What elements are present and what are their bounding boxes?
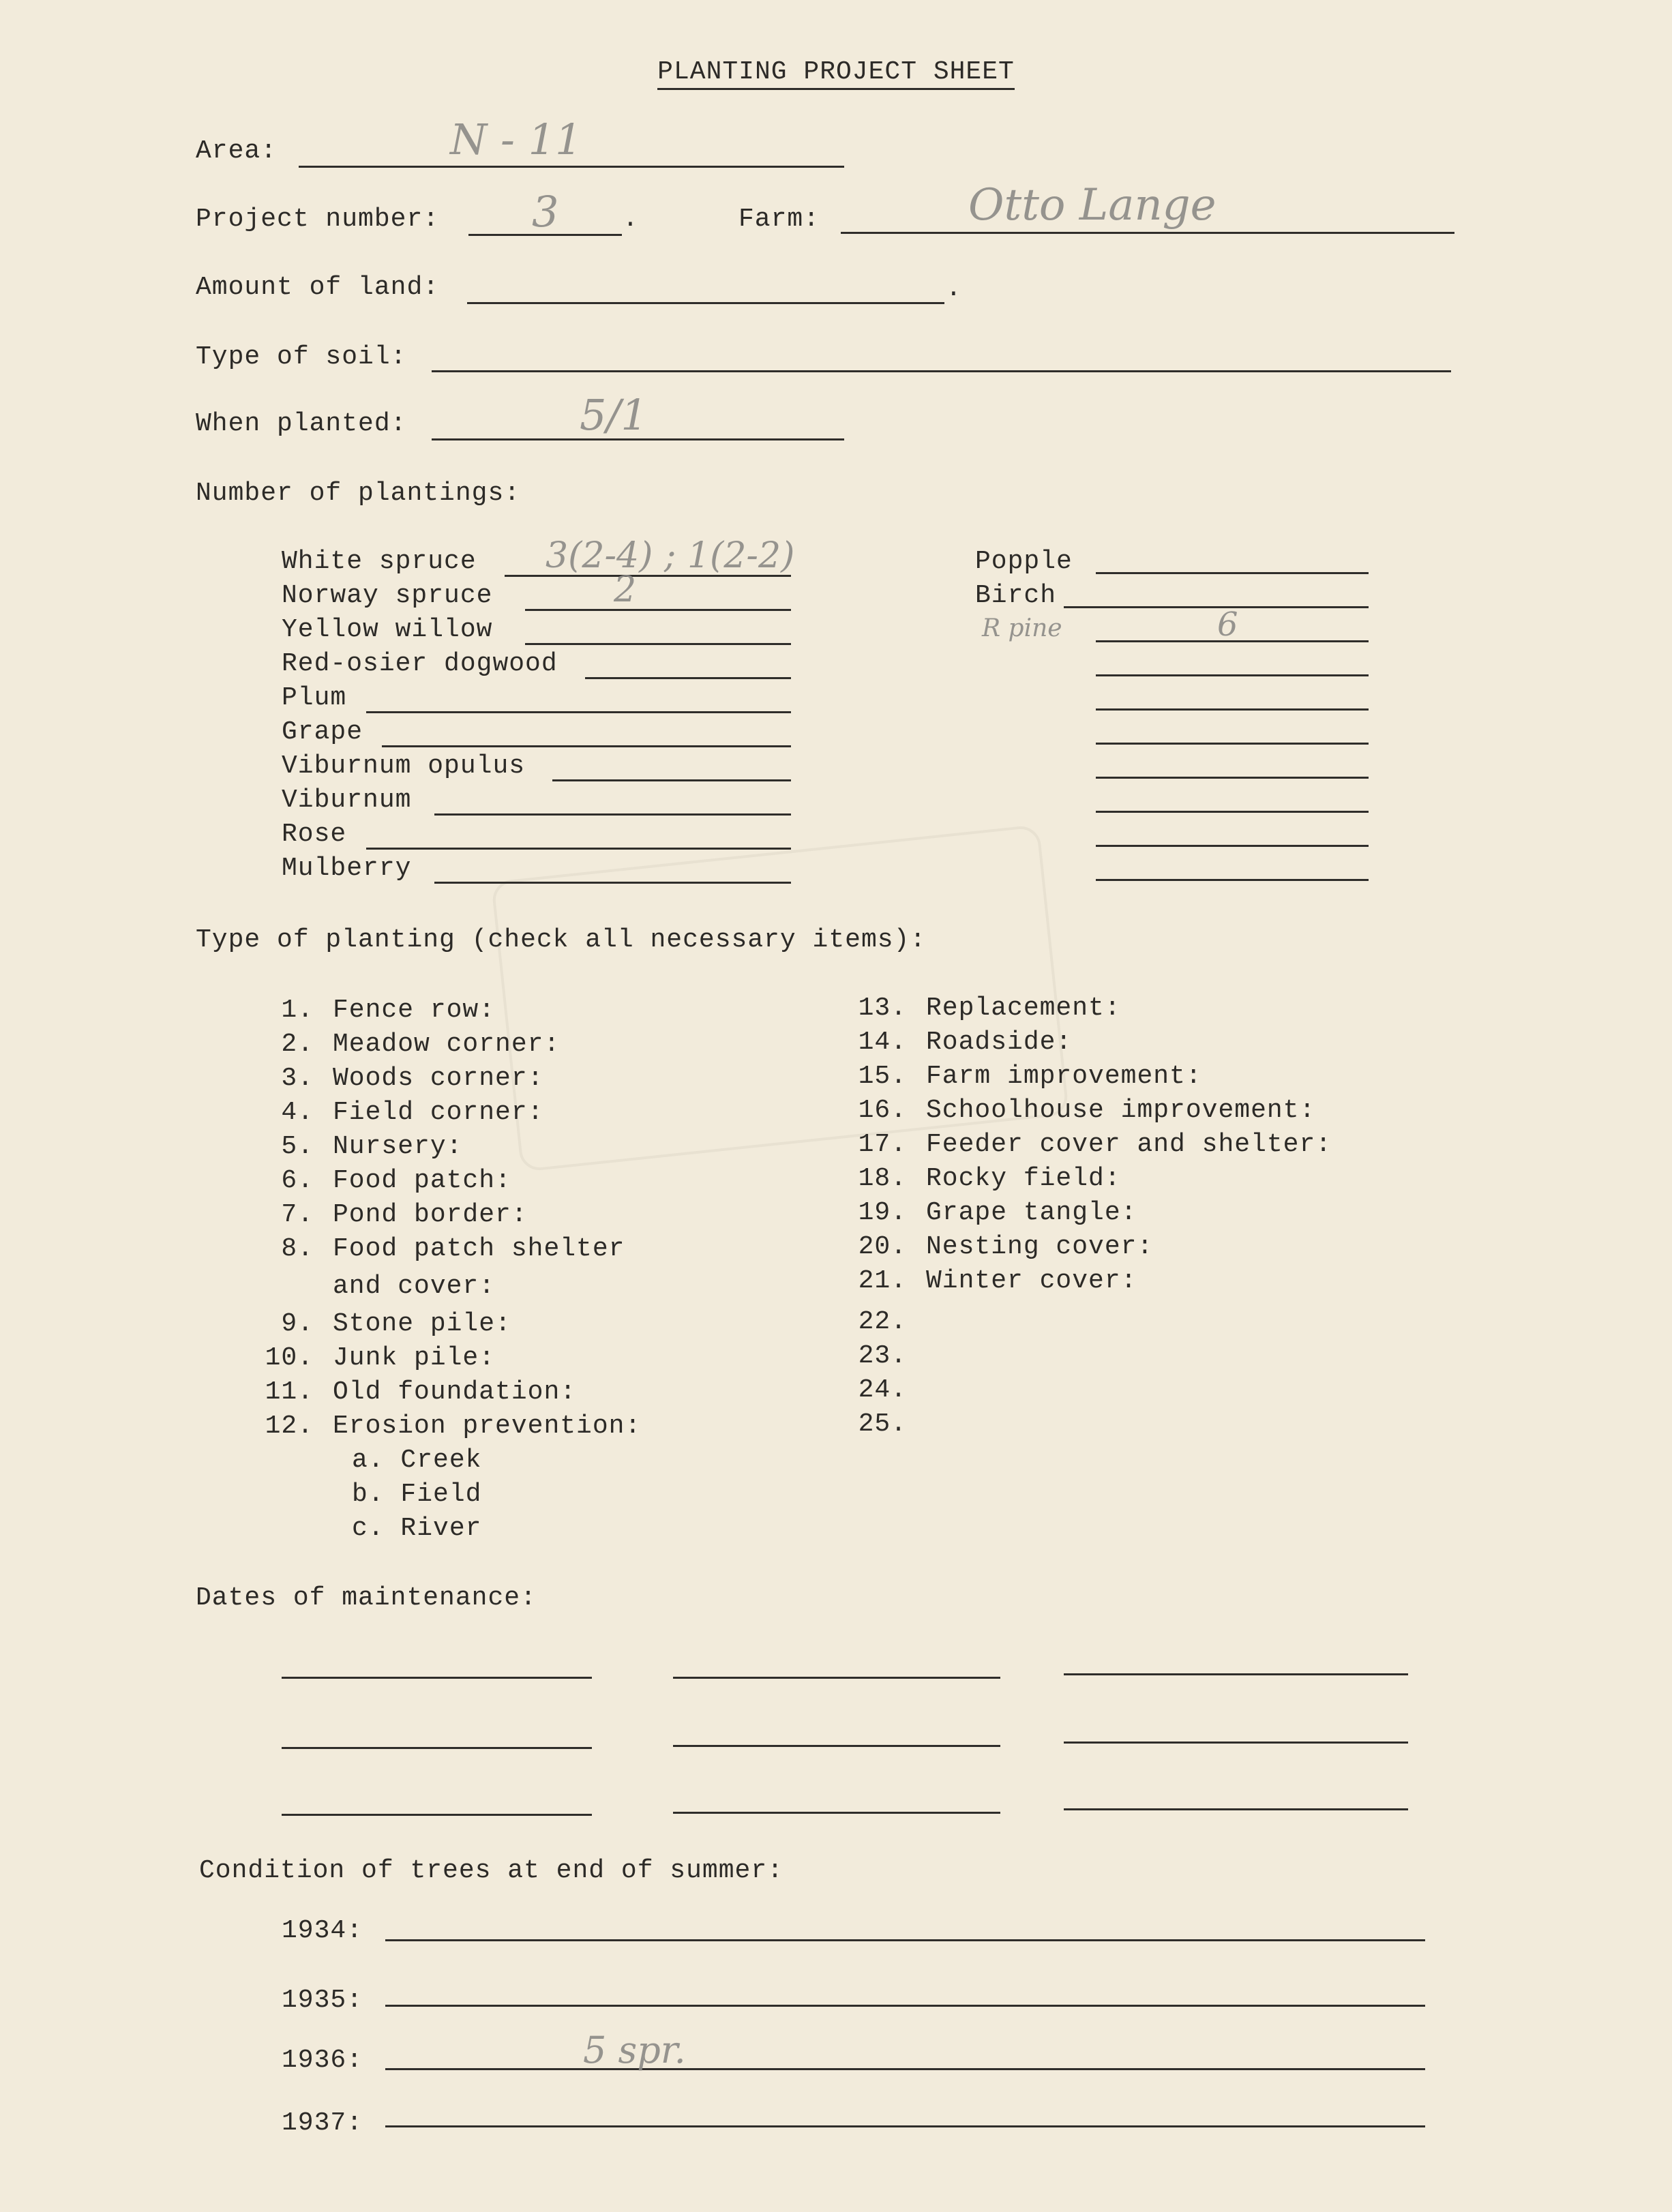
planting-type-item: Farm improvement:	[926, 1062, 1202, 1091]
item-number: 12.	[265, 1411, 314, 1441]
item-number: 6.	[281, 1166, 314, 1195]
type-of-soil-line	[432, 370, 1451, 372]
planting-line	[434, 813, 791, 816]
item-number: 17.	[858, 1130, 907, 1159]
planting-label: Plum	[282, 683, 347, 713]
planting-type-item: Stone pile:	[333, 1309, 511, 1339]
maintenance-date-line[interactable]	[282, 1747, 592, 1749]
item-number: 21.	[858, 1266, 907, 1296]
condition-line[interactable]	[385, 2068, 1425, 2070]
item-number: 11.	[265, 1377, 314, 1407]
planting-value: 6	[1217, 606, 1238, 644]
erosion-sub-item: b. Field	[352, 1480, 482, 1509]
planting-type-item: Junk pile:	[333, 1343, 496, 1373]
item-number: 13.	[858, 993, 907, 1023]
maintenance-date-line[interactable]	[673, 1745, 1000, 1747]
planting-type-item: Nesting cover:	[926, 1232, 1154, 1261]
planting-line	[525, 643, 791, 645]
planting-type-item-continued: and cover:	[333, 1272, 496, 1301]
planting-type-item: Field corner:	[333, 1098, 544, 1127]
planting-label-handwritten: R pine	[982, 614, 1062, 642]
blank-line	[1096, 879, 1369, 881]
planting-value: 2	[614, 569, 637, 610]
item-number: 22.	[858, 1307, 907, 1336]
item-number: 4.	[281, 1098, 314, 1127]
project-number-label: Project number:	[196, 205, 440, 234]
item-number: 20.	[858, 1232, 907, 1261]
condition-year-label: 1934:	[282, 1916, 363, 1945]
planting-line	[366, 848, 791, 850]
erosion-sub-item: c. River	[352, 1514, 482, 1543]
amount-of-land-line	[467, 302, 944, 304]
planting-line	[1064, 606, 1369, 608]
page-title: PLANTING PROJECT SHEET	[0, 56, 1672, 89]
maintenance-date-line[interactable]	[673, 1677, 1000, 1679]
when-planted-label: When planted:	[196, 409, 407, 438]
area-line	[299, 166, 844, 168]
planting-type-item: Rocky field:	[926, 1164, 1121, 1193]
condition-year-label: 1936:	[282, 2046, 363, 2075]
maintenance-date-line[interactable]	[673, 1812, 1000, 1814]
planting-label: Mulberry	[282, 854, 412, 883]
maintenance-date-line[interactable]	[282, 1814, 592, 1816]
farm-label: Farm:	[738, 205, 820, 234]
condition-value: 5 spr.	[583, 2029, 686, 2072]
item-number: 24.	[858, 1375, 907, 1405]
planting-label: Birch	[975, 581, 1057, 610]
maintenance-date-line[interactable]	[1064, 1673, 1408, 1675]
item-number: 1.	[281, 996, 314, 1025]
planting-label: Red-osier dogwood	[282, 649, 558, 678]
planting-label: Rose	[282, 820, 347, 849]
planting-type-heading: Type of planting (check all necessary items):	[196, 925, 927, 955]
farm-value: Otto Lange	[968, 180, 1216, 230]
blank-line	[1096, 845, 1369, 847]
planting-line	[382, 745, 791, 747]
planting-type-item: Food patch shelter	[333, 1234, 625, 1264]
when-planted-value: 5/1	[580, 390, 648, 440]
planting-line	[434, 882, 791, 884]
planting-line	[552, 779, 791, 781]
condition-heading: Condition of trees at end of summer:	[199, 1856, 783, 1885]
area-label: Area:	[196, 136, 278, 166]
planting-type-item: Nursery:	[333, 1132, 463, 1161]
item-number: 9.	[281, 1309, 314, 1339]
area-value: N - 11	[450, 115, 582, 164]
farm-line	[841, 232, 1454, 234]
planting-type-item: Old foundation:	[333, 1377, 577, 1407]
planting-type-item: Winter cover:	[926, 1266, 1137, 1296]
item-number: 19.	[858, 1198, 907, 1227]
planting-type-item: Food patch:	[333, 1166, 511, 1195]
planting-label: Viburnum opulus	[282, 751, 526, 781]
item-number: 25.	[858, 1409, 907, 1439]
item-number: 15.	[858, 1062, 907, 1091]
planting-type-item: Replacement:	[926, 993, 1121, 1023]
item-number: 2.	[281, 1030, 314, 1059]
maintenance-date-line[interactable]	[1064, 1808, 1408, 1810]
item-number: 5.	[281, 1132, 314, 1161]
item-number: 10.	[265, 1343, 314, 1373]
condition-year-label: 1935:	[282, 1986, 363, 2015]
item-number: 16.	[858, 1096, 907, 1125]
planting-label: Popple	[975, 547, 1073, 576]
item-number: 14.	[858, 1028, 907, 1057]
planting-label: Norway spruce	[282, 581, 493, 610]
planting-value: 3(2-4) ; 1(2-2)	[546, 535, 795, 576]
item-number: 23.	[858, 1341, 907, 1371]
blank-line	[1096, 708, 1369, 711]
item-number: 8.	[281, 1234, 314, 1264]
planting-type-item: Feeder cover and shelter:	[926, 1130, 1332, 1159]
planting-line	[585, 677, 791, 679]
planting-label: Yellow willow	[282, 615, 493, 644]
planting-type-item: Schoolhouse improvement:	[926, 1096, 1316, 1125]
blank-line	[1096, 743, 1369, 745]
type-of-soil-label: Type of soil:	[196, 342, 407, 372]
planting-label: Grape	[282, 717, 363, 747]
amount-of-land-label: Amount of land:	[196, 273, 440, 302]
maintenance-date-line[interactable]	[1064, 1742, 1408, 1744]
planting-label: Viburnum	[282, 786, 412, 815]
condition-line[interactable]	[385, 2125, 1425, 2127]
maintenance-heading: Dates of maintenance:	[196, 1583, 537, 1613]
maintenance-date-line[interactable]	[282, 1677, 592, 1679]
item-number: 7.	[281, 1200, 314, 1229]
planting-type-item: Meadow corner:	[333, 1030, 561, 1059]
amount-of-land-period: .	[946, 274, 962, 303]
condition-line[interactable]	[385, 2005, 1425, 2007]
planting-type-item: Fence row:	[333, 996, 496, 1025]
planting-type-item: Pond border:	[333, 1200, 528, 1229]
condition-year-label: 1937:	[282, 2108, 363, 2138]
blank-line	[1096, 777, 1369, 779]
project-number-period: .	[623, 205, 639, 234]
planting-line	[366, 711, 791, 713]
blank-line	[1096, 674, 1369, 676]
planting-type-item: Roadside:	[926, 1028, 1073, 1057]
plantings-heading: Number of plantings:	[196, 479, 521, 508]
planting-type-item: Grape tangle:	[926, 1198, 1137, 1227]
planting-line	[525, 609, 791, 611]
condition-line[interactable]	[385, 1939, 1425, 1941]
project-number-value: 3	[532, 187, 559, 237]
erosion-sub-item: a. Creek	[352, 1446, 482, 1475]
planting-label: White spruce	[282, 547, 477, 576]
item-number: 18.	[858, 1164, 907, 1193]
planting-type-item: Erosion prevention:	[333, 1411, 642, 1441]
planting-line	[1096, 572, 1369, 574]
item-number: 3.	[281, 1064, 314, 1093]
blank-line	[1096, 811, 1369, 813]
planting-type-item: Woods corner:	[333, 1064, 544, 1093]
